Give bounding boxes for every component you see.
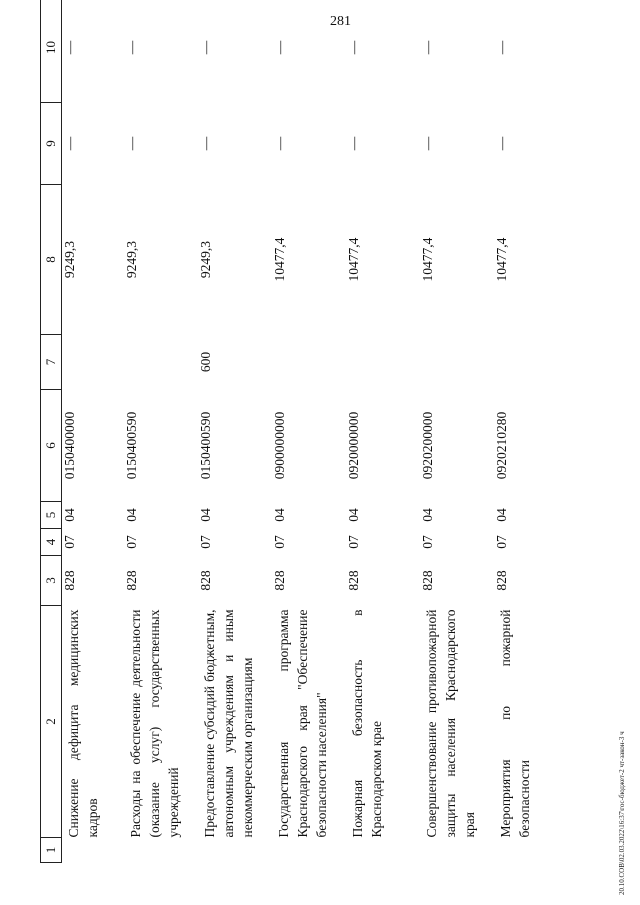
amount: 10477,4 <box>346 237 361 282</box>
code-target: 0920200000 <box>420 411 435 480</box>
amount: 10477,4 <box>420 237 435 282</box>
code-target: 0900000000 <box>272 411 287 480</box>
code-section: 07 <box>198 535 213 549</box>
table-row <box>272 0 346 863</box>
dash-col-9: — <box>198 136 213 151</box>
code-target: 0920000000 <box>346 411 361 480</box>
budget-table-rotated <box>40 0 600 863</box>
table-row <box>420 0 494 863</box>
dash-col-9: — <box>346 136 361 151</box>
dash-col-10: — <box>272 40 287 55</box>
code-section: 07 <box>494 535 509 549</box>
code-section: 07 <box>124 535 139 549</box>
code-subsection: 04 <box>198 508 213 522</box>
code-section: 07 <box>346 535 361 549</box>
code-subsection: 04 <box>62 508 77 522</box>
table-row <box>198 0 272 863</box>
code-admin: 828 <box>198 570 213 591</box>
code-subsection: 04 <box>494 508 509 522</box>
col-header-9: 9 <box>41 103 62 185</box>
code-expense-type <box>272 335 346 390</box>
row-name: Мероприятия по пожарной безопасности <box>498 609 532 838</box>
row-name: Совершенствование противопожарной защиты населения Краснодарского края <box>424 609 477 838</box>
code-target: 0150400590 <box>198 411 213 480</box>
code-target: 0920210280 <box>494 411 509 480</box>
code-section: 07 <box>62 535 77 549</box>
empty-cell <box>420 838 494 863</box>
dash-col-10: — <box>346 40 361 55</box>
empty-cell <box>198 838 272 863</box>
header-row <box>41 0 62 863</box>
code-target: 0150400590 <box>124 411 139 480</box>
page-number: 281 <box>330 14 351 29</box>
table-row <box>494 0 568 863</box>
col-header-4: 4 <box>41 529 62 556</box>
code-expense-type <box>420 335 494 390</box>
empty-cell <box>494 838 568 863</box>
table-row <box>62 0 125 863</box>
row-name: Снижение дефицита медицинских кадров <box>66 609 100 838</box>
row-name: Расходы на обеспечение деятельности (оказание услуг) государственных учреждений <box>128 609 181 838</box>
budget-table <box>40 0 568 863</box>
code-section: 07 <box>272 535 287 549</box>
dash-col-9: — <box>420 136 435 151</box>
code-subsection: 04 <box>124 508 139 522</box>
file-path-note: 20.10.СОВ\02.03.2022\16:37\гос-бюджет-2 чт-закон-3 ч <box>618 731 626 895</box>
col-header-6: 6 <box>41 390 62 502</box>
dash-col-9: — <box>62 136 77 151</box>
code-admin: 828 <box>494 570 509 591</box>
code-expense-type <box>62 335 125 390</box>
code-subsection: 04 <box>346 508 361 522</box>
code-expense-type <box>494 335 568 390</box>
col-header-5: 5 <box>41 502 62 529</box>
amount: 10477,4 <box>494 237 509 282</box>
col-header-3: 3 <box>41 556 62 606</box>
code-admin: 828 <box>272 570 287 591</box>
code-expense-type: 600 <box>198 351 213 373</box>
col-header-1: 1 <box>41 838 62 863</box>
amount: 9249,3 <box>124 240 139 279</box>
empty-cell <box>62 838 125 863</box>
col-header-10: 10 <box>41 0 62 103</box>
col-header-8: 8 <box>41 185 62 335</box>
dash-col-9: — <box>494 136 509 151</box>
empty-cell <box>272 838 346 863</box>
dash-col-10: — <box>420 40 435 55</box>
col-header-7: 7 <box>41 335 62 390</box>
empty-cell <box>346 838 420 863</box>
table-row <box>346 0 420 863</box>
code-subsection: 04 <box>420 508 435 522</box>
code-section: 07 <box>420 535 435 549</box>
row-name: Государственная программа Краснодарского края "Обеспечение безопасности населения" <box>276 609 329 838</box>
empty-cell <box>124 838 198 863</box>
code-target: 0150400000 <box>62 411 77 480</box>
code-admin: 828 <box>124 570 139 591</box>
dash-col-9: — <box>124 136 139 151</box>
code-admin: 828 <box>62 570 77 591</box>
dash-col-9: — <box>272 136 287 151</box>
code-expense-type <box>346 335 420 390</box>
row-name: Предоставление субсидий бюджетным, автономным учреждениям и иным некоммерческим организациям <box>202 609 255 838</box>
amount: 9249,3 <box>198 240 213 279</box>
row-name: Пожарная безопасность в Краснодарском крае <box>350 609 384 838</box>
code-admin: 828 <box>420 570 435 591</box>
dash-col-10: — <box>62 40 77 55</box>
dash-col-10: — <box>494 40 509 55</box>
table-row <box>124 0 198 863</box>
amount: 9249,3 <box>62 240 77 279</box>
code-expense-type <box>124 335 198 390</box>
col-header-2: 2 <box>41 606 62 838</box>
code-admin: 828 <box>346 570 361 591</box>
dash-col-10: — <box>124 40 139 55</box>
code-subsection: 04 <box>272 508 287 522</box>
dash-col-10: — <box>198 40 213 55</box>
amount: 10477,4 <box>272 237 287 282</box>
